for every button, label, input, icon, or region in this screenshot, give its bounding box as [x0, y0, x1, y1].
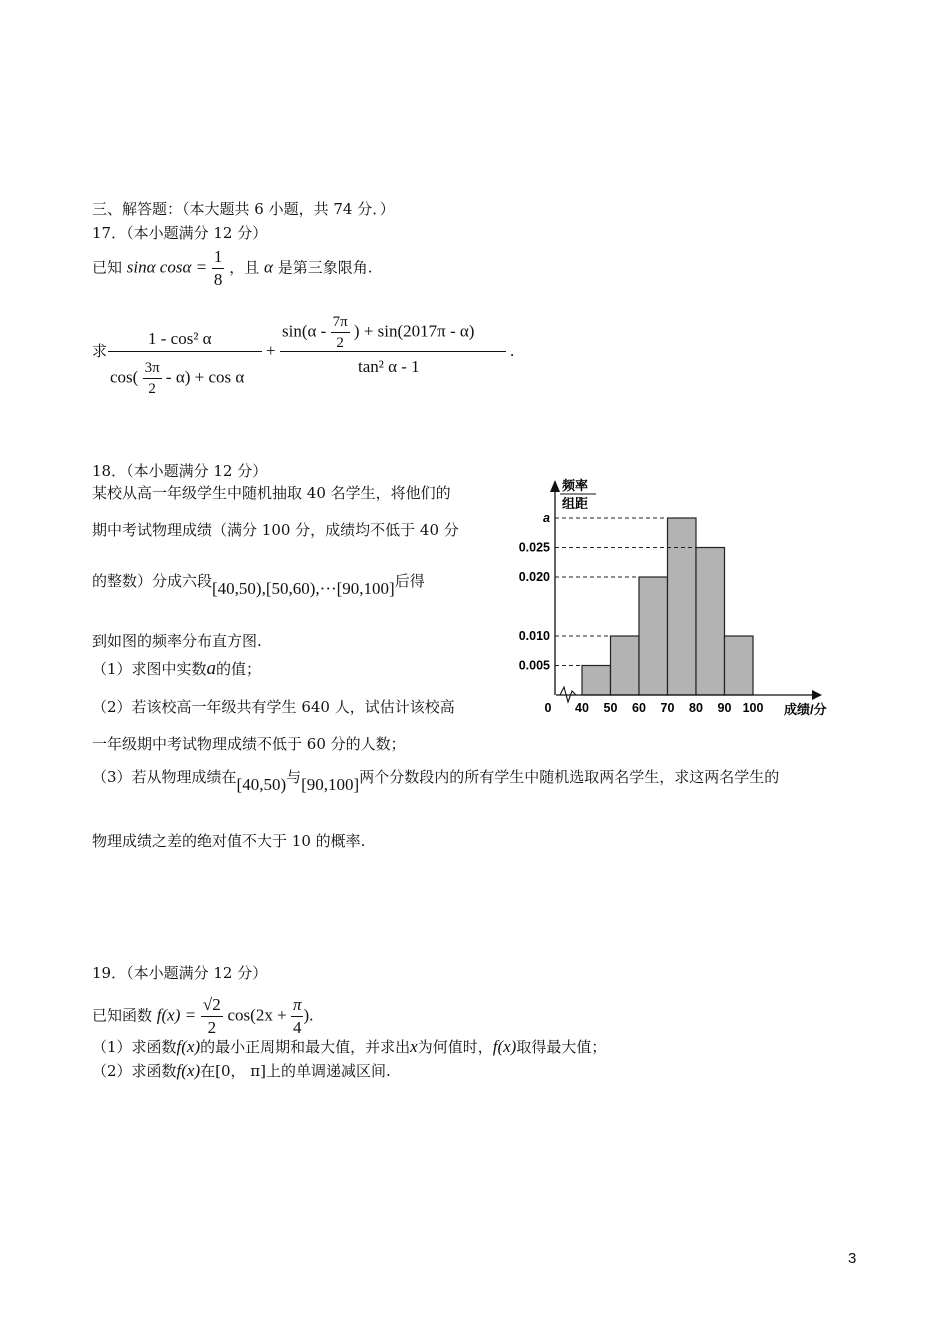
q17-f2-num-frac-den: 2 — [336, 335, 344, 351]
q18-s3-int2: [90,100] — [301, 775, 360, 794]
q19-pi-fraction — [291, 994, 304, 1039]
q17-f1-den-frac-den: 2 — [148, 381, 156, 397]
q17-given-prefix: 已知 — [92, 258, 123, 277]
y-tick-label-0.005: 0.005 — [518, 658, 550, 673]
q18-p3c: 后得 — [394, 572, 425, 590]
q19-s1-fx2: f(x) — [492, 1037, 517, 1056]
y-tick-label-0.020: 0.020 — [518, 570, 550, 584]
q19-given — [92, 994, 313, 1039]
q18-s3a: （3）若从物理成绩在 — [92, 768, 237, 786]
q18-s1b: 的值； — [216, 660, 262, 678]
q19-s1d: 取得最大值； — [516, 1038, 607, 1056]
q18-s3c: 物理成绩之差的绝对值不大于 10 的概率. — [92, 832, 366, 850]
q18-p3a: 的整数）分成六段 — [92, 572, 213, 590]
q17-given-tail: 是第三象限角. — [277, 258, 373, 277]
q17-f1-bar — [108, 351, 262, 352]
q19-pi-num: π — [291, 994, 304, 1017]
q17-f2-num-fraction — [331, 312, 350, 353]
q19-s2 — [92, 1062, 391, 1080]
q19-s2b: 在[0， π]上的单调递减区间. — [200, 1062, 391, 1080]
q17-title: 17．（本小题满分 12 分） — [92, 224, 268, 242]
q17-f1-den-fraction — [143, 358, 162, 399]
x-axis-arrow — [812, 690, 822, 700]
x-tick-label-40: 40 — [575, 701, 589, 715]
histogram-bar-90-100 — [725, 636, 754, 695]
q17-f1-den-b: - α) + cos α — [165, 367, 245, 387]
histogram-bar-70-80 — [668, 518, 697, 695]
histogram-bar-50-60 — [611, 636, 640, 695]
q18-title: 18．（本小题满分 12 分） — [92, 462, 268, 480]
q18-s1 — [92, 660, 261, 678]
q18-p4: 到如图的频率分布直方图. — [92, 632, 262, 650]
q19-fx: f(x) = — [156, 1005, 197, 1025]
q18-s3 — [92, 768, 780, 794]
q17-given-suffix: ，且 — [229, 258, 260, 277]
q19-coef-fraction — [201, 994, 223, 1039]
q18-s3b: 两个分数段内的所有学生中随机选取两名学生，求这两名学生的 — [359, 768, 780, 786]
y-tick-label-a: a — [543, 511, 550, 525]
frequency-histogram — [500, 468, 850, 728]
q17-ask-prefix: 求 — [92, 342, 108, 360]
q17-f2-num-b: ) + sin(2017π - α) — [353, 321, 475, 341]
x-tick-label-90: 90 — [717, 701, 732, 715]
x-tick-label-50: 50 — [603, 701, 618, 715]
q19-s1b: 的最小正周期和最大值，并求出 — [200, 1038, 411, 1056]
q18-s3-int1: [40,50) — [236, 775, 287, 794]
q17-given — [92, 246, 372, 291]
q17-f1-den-frac-num: 3π — [143, 358, 162, 379]
q19-s2-fx: f(x) — [176, 1061, 201, 1080]
q17-end: . — [510, 341, 515, 360]
q19-given-prefix: 已知函数 — [92, 1006, 153, 1025]
q18-s3-mid: 与 — [286, 768, 302, 786]
q18-s1a: （1）求图中实数 — [92, 660, 207, 678]
q19-coef-den: 2 — [207, 1018, 217, 1037]
q17-f1-denominator — [110, 358, 244, 399]
q17-f1-numerator: 1 - cos² α — [148, 329, 212, 348]
x-tick-label-60: 60 — [632, 701, 646, 715]
x-tick-label-70: 70 — [660, 701, 675, 715]
q19-coef-num: √2 — [201, 994, 223, 1017]
q19-title: 19．（本小题满分 12 分） — [92, 964, 268, 982]
x-tick-label-100: 100 — [742, 701, 764, 715]
q17-given-den: 8 — [213, 270, 223, 289]
page-number: 3 — [848, 1250, 857, 1267]
q18-p3-intervals: [40,50),[50,60),···[90,100] — [212, 579, 395, 598]
q17-given-fraction — [212, 246, 225, 291]
q17-f1-den-a: cos( — [110, 367, 139, 387]
q19-pi-den: 4 — [292, 1018, 302, 1037]
x-tick-label-80: 80 — [689, 701, 703, 715]
q19-s2a: （2）求函数 — [92, 1062, 177, 1080]
q17-given-num: 1 — [212, 246, 225, 269]
q18-p2: 期中考试物理成绩（满分 100 分，成绩均不低于 40 分 — [92, 521, 459, 539]
y-axis-arrow — [550, 480, 560, 492]
q19-s1c: 为何值时， — [417, 1038, 493, 1056]
q17-f2-bar — [280, 351, 506, 352]
q17-f2-numerator — [282, 312, 474, 353]
q17-f2-num-frac-num: 7π — [331, 312, 350, 333]
histogram-bar-40-50 — [582, 666, 611, 696]
y-axis-label-bottom: 组距 — [562, 496, 589, 511]
x-tick-label-0: 0 — [544, 701, 552, 715]
q17-plus: + — [266, 341, 276, 360]
q18-p1: 某校从高一年级学生中随机抽取 40 名学生，将他们的 — [92, 484, 451, 502]
q19-s1a: （1）求函数 — [92, 1038, 177, 1056]
q19-s1-fx: f(x) — [176, 1037, 201, 1056]
q17-alpha: α — [263, 257, 273, 277]
q18-s2a: （2）若该校高一年级共有学生 640 人，试估计该校高 — [92, 698, 455, 716]
q17-f2-denominator: tan² α - 1 — [358, 357, 420, 376]
q17-given-expr: sinα cosα = — [126, 257, 208, 277]
histogram-bar-80-90 — [696, 548, 725, 696]
q18-s1-var: a — [206, 658, 217, 679]
q19-s1 — [92, 1038, 606, 1056]
q18-p3 — [92, 572, 425, 598]
q19-cos-a: cos(2x + — [227, 1005, 291, 1025]
y-axis-label-top: 频率 — [562, 478, 589, 493]
histogram-bar-60-70 — [639, 577, 668, 695]
y-tick-label-0.025: 0.025 — [518, 540, 550, 555]
x-axis-label: 成绩/分 — [784, 702, 827, 717]
y-tick-label-0.010: 0.010 — [518, 629, 550, 643]
section-heading: 三、解答题：（本大题共 6 小题，共 74 分．） — [92, 200, 395, 218]
q17-f2-num-a: sin(α - — [282, 321, 331, 341]
q19-s1-x: x — [410, 1037, 418, 1056]
q19-cos-b: ). — [303, 1005, 314, 1025]
q18-s2b: 一年级期中考试物理成绩不低于 60 分的人数； — [92, 735, 406, 753]
